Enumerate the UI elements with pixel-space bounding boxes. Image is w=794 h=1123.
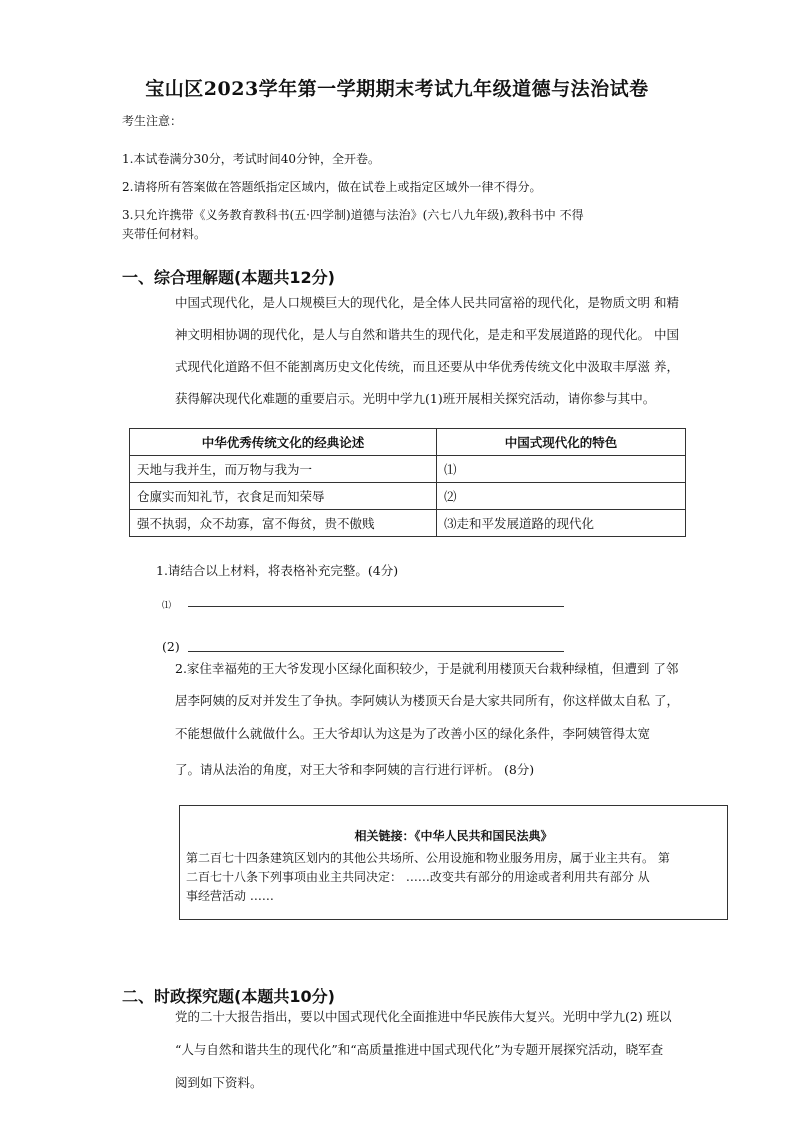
answer-line-1[interactable] — [188, 606, 564, 607]
notice-item: 2.请将所有答案做在答题纸指定区域内，做在试卷上或指定区域外一律不得分。 — [122, 180, 542, 194]
section1-intro-line: 获得解决现代化难题的重要启示。光明中学九(1)班开展相关探究活动，请你参与其中。 — [175, 391, 656, 406]
notice-item: 3.只允许携带《义务教育教科书(五·四学制)道德与法治》(六七八九年级),教科书中 不得 — [122, 208, 584, 222]
section2-intro-line: “人与自然和谐共生的现代化”和“高质量推进中国式现代化”为专题开展探究活动，晓军查 — [175, 1042, 664, 1057]
notice-heading: 考生注意： — [122, 114, 183, 128]
table-header-row — [130, 429, 686, 456]
table-header: 中华优秀传统文化的经典论述 — [130, 429, 437, 456]
related-link-line: 二百七十八条下列事项由业主共同决定： ……改变共有部分的用途或者利用共有部分 从 — [186, 870, 650, 884]
section1-heading: 一、综合理解题(本题共12分) — [122, 268, 335, 287]
table-row — [130, 510, 686, 537]
culture-table — [129, 428, 686, 537]
answer-line-2[interactable] — [188, 651, 564, 652]
table-header: 中国式现代化的特色 — [437, 429, 686, 456]
section2-intro-line: 阅到如下资料。 — [175, 1075, 263, 1090]
question-2-line: 居李阿姨的反对并发生了争执。李阿姨认为楼顶天台是大家共同所有，你这样做太自私 了， — [175, 693, 679, 708]
section1-intro-line: 神文明相协调的现代化，是人与自然和谐共生的现代化，是走和平发展道路的现代化。 中国 — [175, 327, 679, 342]
table-row — [130, 483, 686, 510]
question-1: 1.请结合以上材料，将表格补充完整。(4分) — [156, 563, 399, 578]
table-cell: ⑶走和平发展道路的现代化 — [437, 510, 686, 537]
related-link-box — [179, 805, 728, 920]
table-cell: ⑵ — [437, 483, 686, 510]
section2-heading: 二、时政探究题(本题共10分) — [122, 987, 335, 1006]
table-cell: 天地与我并生，而万物与我为一 — [130, 456, 437, 483]
exam-title: 宝山区2023学年第一学期期末考试九年级道德与法治试卷 — [145, 78, 649, 100]
blank-1-label: ⑴ — [162, 601, 172, 611]
blank-2-label: (2) — [162, 639, 180, 654]
section2-intro-line: 党的二十大报告指出，要以中国式现代化全面推进中华民族伟大复兴。光明中学九(2) 班以 — [175, 1009, 672, 1024]
question-2-line: 2.家住幸福苑的王大爷发现小区绿化面积较少，于是就利用楼顶天台栽种绿植，但遭到 了邻 — [175, 661, 679, 676]
table-cell: 强不执弱，众不劫寡，富不侮贫，贵不傲贱 — [130, 510, 437, 537]
related-link-line: 第二百七十四条建筑区划内的其他公共场所、公用设施和物业服务用房，属于业主共有。 第 — [186, 851, 670, 865]
related-link-line: 事经营活动 …… — [186, 889, 274, 903]
question-2-line: 不能想做什么就做什么。王大爷却认为这是为了改善小区的绿化条件，李阿姨管得太宽 — [175, 726, 651, 741]
notice-item: 1.本试卷满分30分，考试时间40分钟，全开卷。 — [122, 152, 380, 166]
related-link-title: 相关链接：《中华人民共和国民法典》 — [354, 829, 553, 843]
notice-item: 夹带任何材料。 — [122, 227, 207, 241]
question-2-line: 了。请从法治的角度，对王大爷和李阿姨的言行进行评析。 (8分) — [175, 762, 535, 777]
section1-intro-line: 式现代化道路不但不能割离历史文化传统，而且还要从中华优秀传统文化中汲取丰厚滋 养， — [175, 359, 679, 374]
table-cell: 仓廪实而知礼节，衣食足而知荣辱 — [130, 483, 437, 510]
table-cell: ⑴ — [437, 456, 686, 483]
section1-intro-line: 中国式现代化，是人口规模巨大的现代化，是全体人民共同富裕的现代化，是物质文明 和精 — [175, 295, 679, 310]
table-row — [130, 456, 686, 483]
